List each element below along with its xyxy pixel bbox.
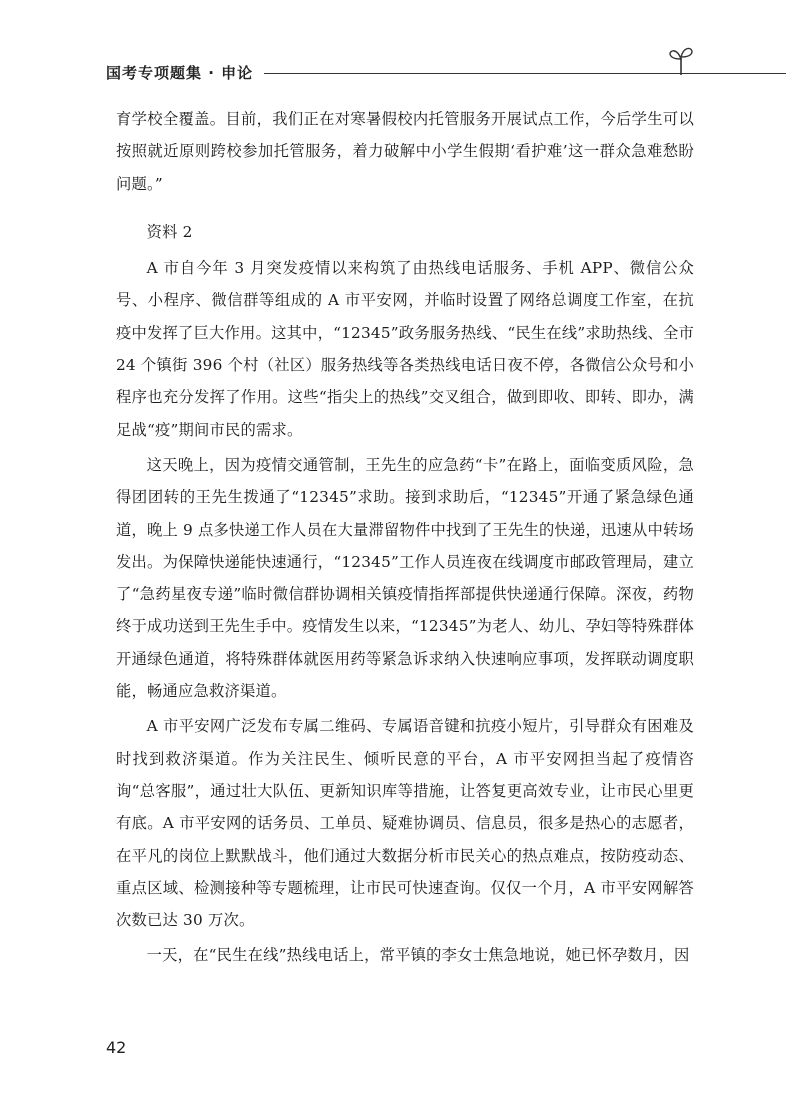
section-heading: 资料 2 (146, 222, 193, 241)
body-paragraph: 一天，在“民生在线”热线电话上，常平镇的李女士焦急地说，她已怀孕数月，因 (146, 946, 690, 965)
header-title: 国考专项题集 · 申论 (106, 64, 254, 82)
running-header (106, 62, 696, 86)
page-number: 42 (106, 1038, 127, 1057)
page-body (116, 103, 694, 972)
body-paragraph: 这天晚上，因为疫情交通管制，王先生的应急药“卡”在路上，面临变质风险，急得团团转的王先生拨通了“12345”求助。接到求助后，“12345”开通了紧急绿色通道，晚上 9 点多快递工作人员在大量滞留物件中找到了王先生的快递，迅速从中转场发出。为保障快递能快速通行，“12345”工作人员连夜在线调度市邮政管理局，建立了“急药星夜专递”临时微信群协调相关镇疫情指挥部提供快递通行保障。深夜，药物终于成功送到王先生手中。疫情发生以来，“12345”为老人、幼儿、孕妇等特殊群体开通绿色通道，将特殊群体就医用药等紧急诉求纳入快速响应事项，发挥联动调度职能，畅通应急救济渠道。 (116, 455, 694, 701)
body-paragraph: A 市平安网广泛发布专属二维码、专属语音键和抗疫小短片，引导群众有困难及时找到救济渠道。作为关注民生、倾听民意的平台，A 市平安网担当起了疫情咨询“总客服”，通过壮大队伍、更新知识库等措施，让答复更高效专业，让市民心里更有底。A 市平安网的话务员、工单员、疑难协调员、信息员，很多是热心的志愿者，在平凡的岗位上默默战斗，他们通过大数据分析市民关心的热点难点，按防疫动态、重点区域、检测接种等专题梳理，让市民可快速查询。仅仅一个月，A 市平安网解答次数已达 30 万次。 (116, 717, 694, 930)
body-paragraph: A 市自今年 3 月突发疫情以来构筑了由热线电话服务、手机 APP、微信公众号、小程序、微信群等组成的 A 市平安网，并临时设置了网络总调度工作室，在抗疫中发挥了巨大作用。这其中，“12345”政务服务热线、“民生在线”求助热线、全市 24 个镇街 396 个村（社区）服务热线等各类热线电话日夜不停，各微信公众号和小程序也充分发挥了作用。这些“指尖上的热线”交叉组合，做到即收、即转、即办，满足战“疫”期间市民的需求。 (116, 259, 694, 439)
header-rule (264, 73, 786, 74)
body-paragraph-continued: 育学校全覆盖。目前，我们正在对寒暑假校内托管服务开展试点工作，今后学生可以按照就近原则跨校参加托管服务，着力破解中小学生假期‘看护难’这一群众急难愁盼问题。” (116, 110, 694, 193)
sprout-icon (668, 44, 694, 76)
